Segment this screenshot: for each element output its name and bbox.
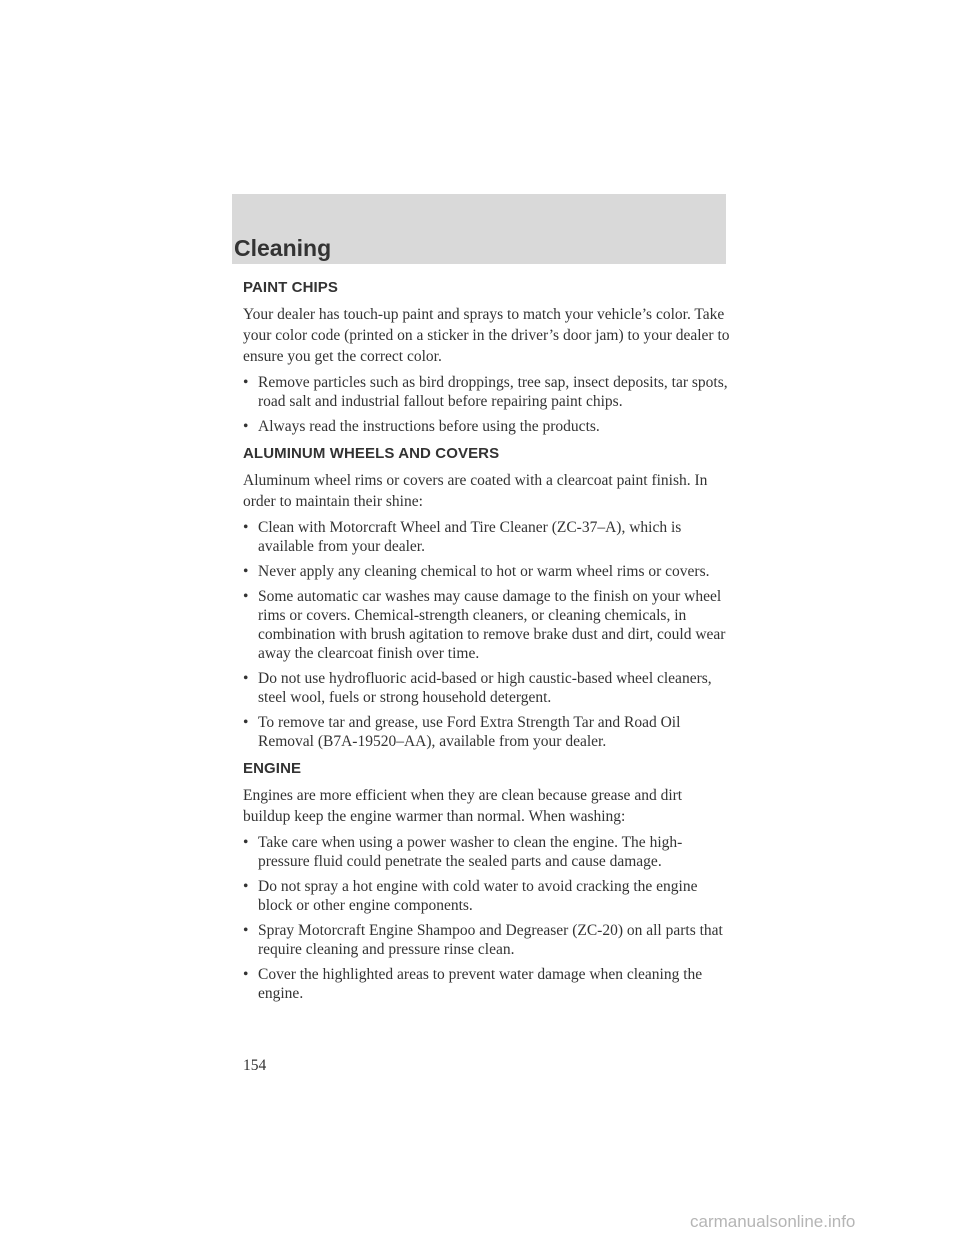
bullet-icon: • xyxy=(243,519,249,536)
list-item-text: To remove tar and grease, use Ford Extra Strength Tar and Road Oil Removal (B7A-19520–AA), available from your dealer. xyxy=(258,714,681,750)
list-item xyxy=(243,587,733,663)
list-item-text: Do not spray a hot engine with cold water to avoid cracking the engine block or other engine components. xyxy=(258,878,698,914)
list-item-text: Cover the highlighted areas to prevent water damage when cleaning the engine. xyxy=(258,966,703,1002)
list-item xyxy=(243,669,733,707)
chapter-title: Cleaning xyxy=(234,235,332,261)
list-item xyxy=(243,877,733,915)
section-engine xyxy=(243,759,733,1003)
page-content xyxy=(243,278,733,1011)
section-paragraph: Your dealer has touch-up paint and sprays to match your vehicle’s color. Take your color code (printed on a sticker in the driver’s door jam) to your dealer to ensure you get the correct color. xyxy=(243,306,730,365)
list-item-text: Some automatic car washes may cause damage to the finish on your wheel rims or covers. Chemical-strength cleaners, or cleaning chemicals, in combination with brush agitation to remove brake dust and dirt, could wear away the clearcoat finish over time. xyxy=(258,588,726,662)
list-item xyxy=(243,373,733,411)
list-item xyxy=(243,833,733,871)
bullet-list xyxy=(243,373,733,436)
section-paragraph: Engines are more efficient when they are clean because grease and dirt buildup keep the engine warmer than normal. When washing: xyxy=(243,787,683,825)
list-item xyxy=(243,921,733,959)
section-aluminum-wheels xyxy=(243,444,733,751)
section-heading: ENGINE xyxy=(243,760,302,777)
section-paragraph: Aluminum wheel rims or covers are coated with a clearcoat paint finish. In order to maintain their shine: xyxy=(243,472,708,510)
list-item xyxy=(243,417,733,436)
bullet-icon: • xyxy=(243,563,249,580)
list-item xyxy=(243,965,733,1003)
list-item-text: Spray Motorcraft Engine Shampoo and Degreaser (ZC-20) on all parts that require cleaning and pressure rinse clean. xyxy=(258,922,723,958)
bullet-icon: • xyxy=(243,834,249,851)
list-item-text: Remove particles such as bird droppings, tree sap, insect deposits, tar spots, road salt and industrial fallout before repairing paint chips. xyxy=(258,374,728,410)
section-heading: PAINT CHIPS xyxy=(243,279,338,296)
section-paint-chips xyxy=(243,278,733,436)
watermark-text: carmanualsonline.info xyxy=(690,1212,856,1231)
list-item-text: Clean with Motorcraft Wheel and Tire Cleaner (ZC-37–A), which is available from your dealer. xyxy=(258,519,682,555)
page-number: 154 xyxy=(243,1057,267,1074)
list-item-text: Take care when using a power washer to clean the engine. The high-pressure fluid could penetrate the sealed parts and cause damage. xyxy=(258,834,683,870)
bullet-icon: • xyxy=(243,374,249,391)
list-item-text: Always read the instructions before using the products. xyxy=(258,418,600,435)
list-item xyxy=(243,713,733,751)
bullet-icon: • xyxy=(243,966,249,983)
list-item-text: Never apply any cleaning chemical to hot or warm wheel rims or covers. xyxy=(258,563,710,580)
bullet-icon: • xyxy=(243,878,249,895)
bullet-icon: • xyxy=(243,670,249,687)
list-item-text: Do not use hydrofluoric acid-based or high caustic-based wheel cleaners, steel wool, fuels or strong household detergent. xyxy=(258,670,712,706)
list-item xyxy=(243,562,733,581)
bullet-icon: • xyxy=(243,922,249,939)
section-heading: ALUMINUM WHEELS AND COVERS xyxy=(243,445,500,462)
bullet-list xyxy=(243,518,733,751)
bullet-icon: • xyxy=(243,588,249,605)
list-item xyxy=(243,518,733,556)
bullet-list xyxy=(243,833,733,1003)
bullet-icon: • xyxy=(243,714,249,731)
bullet-icon: • xyxy=(243,418,249,435)
